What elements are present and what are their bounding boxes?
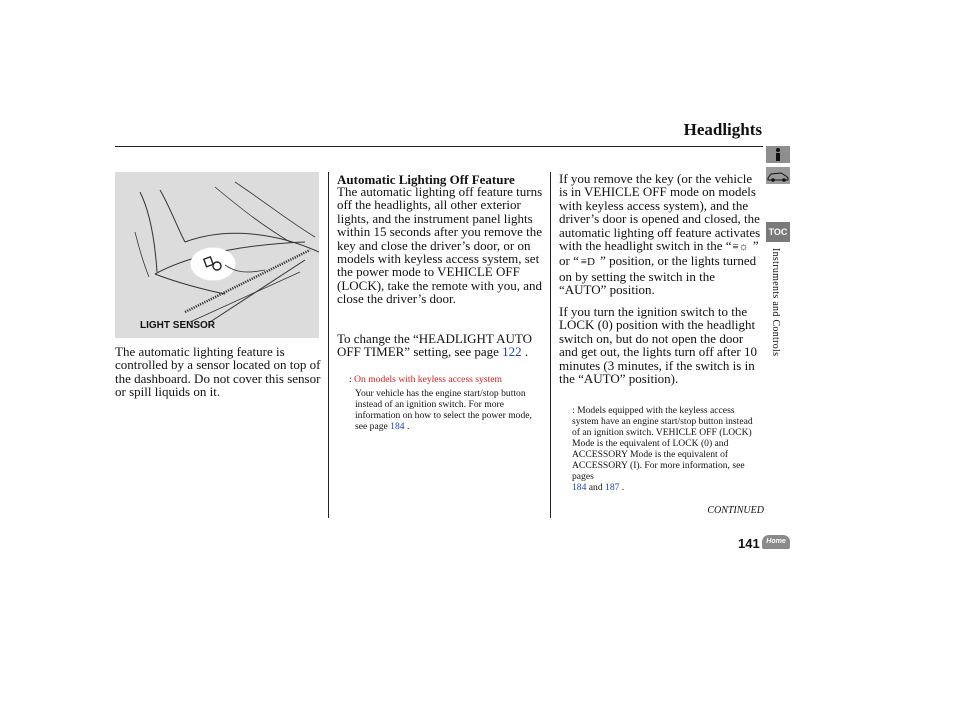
home-button[interactable]: Home xyxy=(762,535,790,549)
conjunction: and xyxy=(586,482,606,493)
keyless-models-label: On models with keyless access system xyxy=(354,374,502,385)
keyless-note-body xyxy=(355,388,540,432)
page-link-187[interactable]: 187 xyxy=(605,482,620,493)
timer-setting-text: To change the “HEADLIGHT AUTO OFF TIMER” setting, see page xyxy=(337,331,533,360)
punctuation: . xyxy=(404,421,410,432)
headlight-icon: ≡D xyxy=(580,256,595,269)
toc-tab[interactable]: TOC xyxy=(766,222,790,242)
figure-caption: LIGHT SENSOR xyxy=(140,320,216,331)
sensor-description: The automatic lighting feature is controlled by a sensor located on top of the dashboard. Do not cover this sensor or spill liquids on it. xyxy=(115,344,321,400)
title-divider xyxy=(115,146,763,147)
section-side-label: Instruments and Controls xyxy=(770,248,781,357)
activation-text-end: ” position, or the lights turned on by setting the switch in the “AUTO” position. xyxy=(559,253,757,298)
punctuation: . xyxy=(521,344,529,360)
keyless-models-text: Models equipped with the keyless access system have an engine start/stop button instead of an ignition switch. VEHICLE OFF (LOCK) Mode is the equivalent of LOCK (0) and ACCESSORY Mode is the equivalent of ACCESSORY (I). For more information, see pages xyxy=(572,405,753,482)
page-link-122[interactable]: 122 xyxy=(502,344,522,360)
auto-off-activation-paragraph xyxy=(559,172,763,297)
ten-minute-paragraph: If you turn the ignition switch to the LOCK (0) position with the headlight switch on, but do not open the door and get out, the lights turn off after 10 minutes (3 minutes, if the switch is in the “AUTO” position). xyxy=(559,304,757,387)
continued-label: CONTINUED xyxy=(707,505,764,516)
page-link-184[interactable]: 184 xyxy=(390,421,405,432)
keyless-note-text: Your vehicle has the engine start/stop button instead of an ignition switch. For more information on how to select the power mode, see page xyxy=(355,388,532,432)
light-sensor-illustration xyxy=(115,172,319,338)
note-marker: : xyxy=(572,405,575,416)
activation-text: If you remove the key (or the vehicle is in VEHICLE OFF mode on models with keyless access system), and the driver’s door is opened and closed, the automatic lighting off feature activates with the headlight switch in the “ xyxy=(559,171,761,254)
keyless-note-lead xyxy=(349,374,502,385)
info-tab[interactable] xyxy=(766,146,790,163)
note-marker: : xyxy=(349,374,352,385)
timer-setting-paragraph xyxy=(337,332,545,359)
section-heading: Automatic Lighting Off Feature xyxy=(337,172,515,187)
column-divider xyxy=(328,172,329,518)
activation-text-mid: ” or “ xyxy=(559,238,759,269)
car-icon xyxy=(766,167,790,184)
page-number: 141 xyxy=(738,536,760,551)
parking-lights-icon: ≡☼ xyxy=(732,241,749,254)
info-icon xyxy=(766,146,790,163)
vehicle-tab[interactable] xyxy=(766,167,790,184)
column-divider xyxy=(550,172,551,518)
punctuation: . xyxy=(619,482,625,493)
feature-description: The automatic lighting off feature turns off the headlights, all other exterior lights, and the instrument panel lights within 15 seconds after you remove the key and close the driver’s door, or on models with keyless access system, set the power mode to VEHICLE OFF (LOCK), take the remote with you, and close the driver’s door. xyxy=(337,184,543,307)
keyless-models-note xyxy=(572,405,762,493)
page-title: Headlights xyxy=(683,120,762,139)
page-link-184[interactable]: 184 xyxy=(572,482,587,493)
